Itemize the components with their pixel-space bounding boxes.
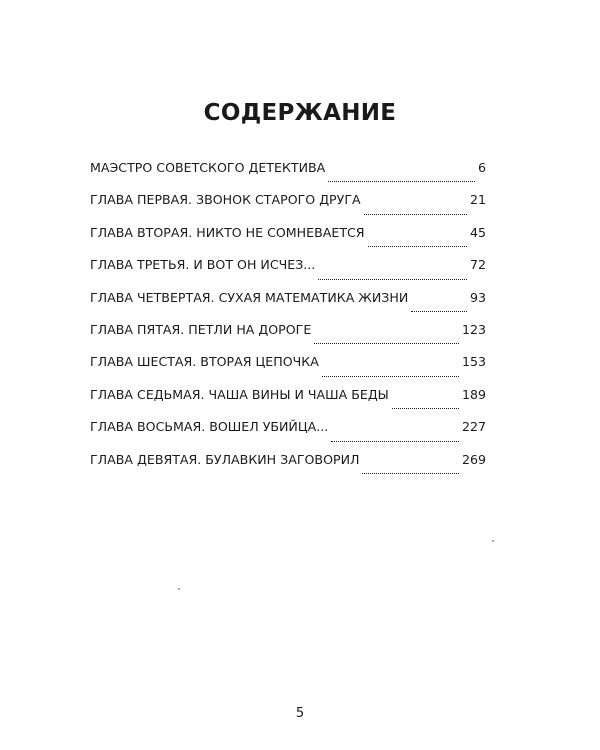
- toc-entry-title: ГЛАВА ВТОРАЯ. НИКТО НЕ СОМНЕВАЕТСЯ: [90, 224, 365, 240]
- table-of-contents: [90, 158, 486, 482]
- toc-entry[interactable]: [90, 352, 486, 384]
- toc-entry-page: 227: [461, 419, 486, 435]
- toc-entry-title: ГЛАВА ШЕСТАЯ. ВТОРАЯ ЦЕПОЧКА: [90, 354, 319, 370]
- dot-leader: [368, 245, 467, 247]
- toc-entry[interactable]: [90, 450, 486, 482]
- toc-entry-page: 45: [469, 224, 486, 240]
- dot-leader: [392, 407, 459, 409]
- toc-entry-title: ГЛАВА ЧЕТВЕРТАЯ. СУХАЯ МАТЕМАТИКА ЖИЗНИ: [90, 289, 409, 305]
- toc-entry[interactable]: [90, 190, 486, 222]
- toc-entry-page: 189: [461, 386, 486, 402]
- dot-leader: [314, 342, 459, 344]
- toc-entry-page: 6: [477, 160, 486, 175]
- toc-entry-title: ГЛАВА ПЕРВАЯ. ЗВОНОК СТАРОГО ДРУГА: [90, 192, 361, 208]
- toc-entry[interactable]: [90, 385, 486, 417]
- page-number: 5: [295, 706, 305, 721]
- toc-entry[interactable]: [90, 288, 486, 320]
- toc-entry-title: ГЛАВА СЕДЬМАЯ. ЧАША ВИНЫ И ЧАША БЕДЫ: [90, 386, 389, 402]
- toc-entry-title: МАЭСТРО СОВЕТСКОГО ДЕТЕКТИВА: [90, 160, 326, 175]
- toc-entry-page: 93: [469, 289, 486, 305]
- toc-entry-page: 21: [469, 192, 486, 208]
- toc-entry-page: 123: [461, 321, 486, 337]
- page-title: СОДЕРЖАНИЕ: [203, 100, 397, 126]
- toc-entry-title: ГЛАВА ДЕВЯТАЯ. БУЛАВКИН ЗАГОВОРИЛ: [90, 451, 360, 467]
- toc-entry-title: ГЛАВА ПЯТАЯ. ПЕТЛИ НА ДОРОГЕ: [90, 321, 312, 337]
- toc-entry[interactable]: [90, 320, 486, 352]
- toc-entry[interactable]: [90, 417, 486, 449]
- toc-entry-page: 72: [469, 257, 486, 273]
- dot-leader: [411, 310, 467, 312]
- toc-entry[interactable]: [90, 158, 486, 190]
- dot-leader: [322, 375, 459, 377]
- toc-entry-title: ГЛАВА ВОСЬМАЯ. ВОШЕЛ УБИЙЦА...: [90, 419, 329, 435]
- toc-entry[interactable]: [90, 223, 486, 255]
- dot-leader: [364, 213, 467, 215]
- toc-entry-page: 269: [461, 451, 486, 467]
- dot-leader: [362, 472, 458, 474]
- dot-leader: [328, 180, 475, 182]
- print-speck: [492, 540, 494, 542]
- dot-leader: [331, 440, 459, 442]
- toc-entry-page: 153: [461, 354, 486, 370]
- dot-leader: [318, 278, 467, 280]
- toc-entry[interactable]: [90, 255, 486, 287]
- print-speck: [178, 588, 180, 590]
- toc-entry-title: ГЛАВА ТРЕТЬЯ. И ВОТ ОН ИСЧЕЗ...: [90, 257, 316, 273]
